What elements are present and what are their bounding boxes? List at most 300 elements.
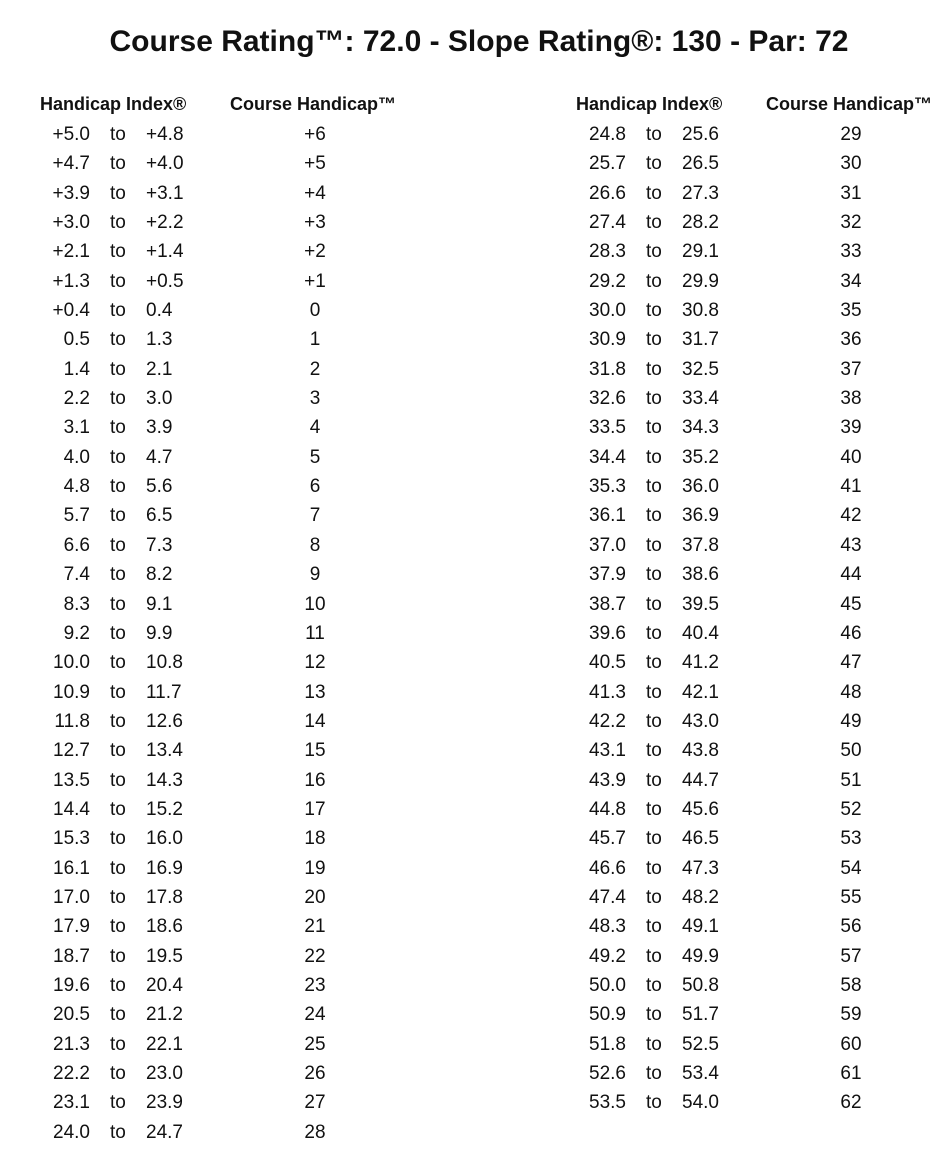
range-from: 7.4: [63, 564, 90, 586]
course-handicap-value: 14: [304, 710, 326, 732]
range-from: 51.8: [589, 1033, 626, 1055]
range-separator: to: [110, 153, 126, 175]
table-row: [40, 355, 440, 384]
range-from: 10.0: [53, 652, 90, 674]
course-handicap-value: +5: [304, 153, 326, 175]
table-row: [40, 766, 440, 795]
range-to: 1.3: [146, 329, 173, 351]
course-handicap-value: 44: [840, 564, 862, 586]
range-separator: to: [110, 1063, 126, 1084]
course-handicap-value: 34: [840, 270, 862, 292]
range-to: 26.5: [682, 153, 719, 175]
course-handicap-value: 38: [840, 388, 862, 410]
range-from: 13.5: [53, 769, 90, 791]
range-separator: to: [646, 446, 662, 468]
range-to: 38.6: [682, 564, 719, 586]
range-from: 41.3: [589, 681, 626, 703]
range-separator: to: [110, 710, 126, 732]
table-rows: [40, 120, 440, 1147]
range-separator: to: [646, 1033, 662, 1055]
range-from: 4.8: [63, 476, 90, 498]
range-to: 36.9: [682, 505, 719, 527]
range-from: 6.6: [63, 534, 90, 556]
table-row: [576, 590, 940, 619]
table-row: [40, 120, 440, 149]
table-row: [40, 1088, 440, 1117]
range-from: +3.9: [52, 182, 90, 204]
range-from: +0.4: [52, 300, 90, 322]
range-separator: to: [646, 124, 662, 145]
table-row: [40, 1000, 440, 1029]
table-row: [576, 619, 940, 648]
range-from: 38.7: [589, 593, 626, 615]
course-handicap-value: 1: [309, 329, 321, 351]
range-from: 5.7: [63, 505, 90, 527]
course-handicap-value: 40: [840, 446, 862, 468]
range-separator: to: [110, 329, 126, 351]
range-from: 49.2: [589, 945, 626, 967]
range-from: 26.6: [589, 182, 626, 204]
range-to: 10.8: [146, 652, 183, 674]
table-row: [40, 854, 440, 883]
table-row: [576, 472, 940, 501]
range-separator: to: [646, 241, 662, 263]
course-handicap-value: +1: [304, 270, 326, 292]
table-row: [40, 912, 440, 941]
range-from: 14.4: [53, 798, 90, 820]
range-to: 35.2: [682, 446, 719, 468]
course-handicap-value: 58: [840, 974, 862, 996]
range-from: 52.6: [589, 1063, 626, 1084]
range-to: 18.6: [146, 916, 183, 938]
table-row: [576, 824, 940, 853]
table-row: [576, 795, 940, 824]
course-handicap-value: 35: [840, 300, 862, 322]
table-header: [40, 92, 440, 118]
range-to: +3.1: [146, 182, 184, 204]
range-from: 48.3: [589, 916, 626, 938]
range-from: 8.3: [63, 593, 90, 615]
range-from: 31.8: [589, 358, 626, 380]
range-to: 43.8: [682, 740, 719, 762]
range-separator: to: [646, 857, 662, 879]
range-from: 24.8: [589, 124, 626, 145]
course-handicap-value: 57: [840, 945, 862, 967]
course-handicap-value: 5: [309, 446, 321, 468]
range-from: 50.0: [589, 974, 626, 996]
table-row: [576, 179, 940, 208]
range-separator: to: [110, 564, 126, 586]
range-to: 16.0: [146, 828, 183, 850]
range-separator: to: [646, 358, 662, 380]
range-to: 2.1: [146, 358, 173, 380]
range-to: 8.2: [146, 564, 173, 586]
range-to: 30.8: [682, 300, 719, 322]
table-row: [40, 208, 440, 237]
range-from: 29.2: [589, 270, 626, 292]
range-to: 37.8: [682, 534, 719, 556]
table-row: [576, 560, 940, 589]
range-from: 46.6: [589, 857, 626, 879]
table-row: [40, 413, 440, 442]
table-row: [576, 531, 940, 560]
range-separator: to: [110, 769, 126, 791]
table-row: [40, 795, 440, 824]
range-from: 3.1: [63, 417, 90, 439]
range-to: +1.4: [146, 241, 184, 263]
range-from: 37.9: [589, 564, 626, 586]
range-to: 9.9: [146, 622, 173, 644]
range-to: 49.9: [682, 945, 719, 967]
range-from: 18.7: [53, 945, 90, 967]
table-row: [40, 707, 440, 736]
table-row: [576, 149, 940, 178]
table-row: [40, 325, 440, 354]
range-from: 33.5: [589, 417, 626, 439]
course-handicap-value: 12: [304, 652, 326, 674]
range-from: +3.0: [52, 212, 90, 234]
range-from: 53.5: [589, 1092, 626, 1114]
range-from: 16.1: [53, 857, 90, 879]
header-course-handicap: Course Handicap™: [766, 94, 933, 114]
table-row: [576, 325, 940, 354]
table-row: [576, 736, 940, 765]
range-to: 43.0: [682, 710, 719, 732]
range-from: 20.5: [53, 1004, 90, 1026]
course-handicap-value: 2: [309, 358, 321, 380]
range-separator: to: [110, 740, 126, 762]
course-handicap-value: 4: [309, 417, 321, 439]
range-to: 11.7: [146, 681, 182, 703]
range-to: 47.3: [682, 857, 719, 879]
course-handicap-value: 36: [840, 329, 862, 351]
range-from: 11.8: [54, 710, 90, 732]
range-to: 13.4: [146, 740, 183, 762]
range-to: 51.7: [682, 1004, 719, 1026]
table-row: [40, 971, 440, 1000]
course-handicap-value: 20: [304, 886, 326, 908]
range-separator: to: [110, 182, 126, 204]
table-row: [40, 179, 440, 208]
range-separator: to: [110, 798, 126, 820]
range-to: 42.1: [682, 681, 719, 703]
course-handicap-value: 55: [840, 886, 862, 908]
course-handicap-value: 25: [304, 1033, 326, 1055]
range-to: 34.3: [682, 417, 719, 439]
range-separator: to: [646, 828, 662, 850]
range-separator: to: [110, 1092, 126, 1114]
range-to: 0.4: [146, 300, 173, 322]
range-separator: to: [646, 710, 662, 732]
range-to: 44.7: [682, 769, 719, 791]
course-handicap-value: 59: [840, 1004, 862, 1026]
table-row: [40, 472, 440, 501]
range-to: 9.1: [146, 593, 173, 615]
range-to: 4.7: [146, 446, 173, 468]
range-from: 27.4: [589, 212, 626, 234]
range-separator: to: [646, 388, 662, 410]
range-separator: to: [110, 652, 126, 674]
range-from: 43.9: [589, 769, 626, 791]
table-row: [40, 824, 440, 853]
table-row: [40, 1059, 440, 1088]
course-handicap-value: 28: [304, 1121, 326, 1143]
range-separator: to: [646, 769, 662, 791]
range-from: 12.7: [53, 740, 90, 762]
range-from: 25.7: [589, 153, 626, 175]
range-separator: to: [110, 857, 126, 879]
range-separator: to: [110, 945, 126, 967]
course-handicap-value: 42: [840, 505, 862, 527]
range-from: 44.8: [589, 798, 626, 820]
range-separator: to: [110, 828, 126, 850]
range-to: 29.1: [682, 241, 719, 263]
course-handicap-value: 39: [840, 417, 862, 439]
course-handicap-value: 50: [840, 740, 862, 762]
course-handicap-value: +6: [304, 124, 326, 145]
range-from: 42.2: [589, 710, 626, 732]
range-to: 41.2: [682, 652, 719, 674]
course-handicap-value: 10: [304, 593, 326, 615]
range-separator: to: [110, 534, 126, 556]
range-to: 21.2: [146, 1004, 183, 1026]
range-from: 36.1: [589, 505, 626, 527]
course-handicap-value: 22: [304, 945, 326, 967]
range-from: 37.0: [589, 534, 626, 556]
range-to: 24.7: [146, 1121, 183, 1143]
table-row: [576, 1000, 940, 1029]
range-separator: to: [110, 1004, 126, 1026]
table-row: [40, 736, 440, 765]
range-to: 15.2: [146, 798, 183, 820]
range-from: +5.0: [52, 124, 90, 145]
range-separator: to: [110, 241, 126, 263]
range-from: 17.0: [53, 886, 90, 908]
course-handicap-value: 54: [840, 857, 862, 879]
header-handicap-index: Handicap Index®: [40, 94, 187, 114]
table-row: [576, 648, 940, 677]
range-separator: to: [646, 564, 662, 586]
table-row: [576, 267, 940, 296]
course-handicap-value: 3: [309, 388, 321, 410]
range-separator: to: [646, 798, 662, 820]
table-row: [40, 590, 440, 619]
range-to: 20.4: [146, 974, 183, 996]
range-separator: to: [110, 622, 126, 644]
range-separator: to: [110, 681, 126, 703]
course-handicap-value: 48: [840, 681, 862, 703]
course-handicap-value: 26: [304, 1063, 326, 1084]
course-handicap-value: 37: [840, 358, 862, 380]
range-separator: to: [646, 1092, 662, 1114]
course-handicap-value: 24: [304, 1004, 326, 1026]
course-handicap-value: 27: [304, 1092, 326, 1114]
course-handicap-value: 47: [840, 652, 862, 674]
range-to: +0.5: [146, 270, 184, 292]
table-row: [40, 237, 440, 266]
range-from: 28.3: [589, 241, 626, 263]
range-to: 54.0: [682, 1092, 719, 1114]
range-to: 39.5: [682, 593, 719, 615]
range-separator: to: [646, 182, 662, 204]
course-handicap-value: 18: [304, 828, 326, 850]
table-row: [40, 883, 440, 912]
range-from: 9.2: [63, 622, 90, 644]
range-from: +4.7: [52, 153, 90, 175]
range-from: 1.4: [63, 358, 90, 380]
range-from: 23.1: [53, 1092, 90, 1114]
range-to: 46.5: [682, 828, 719, 850]
range-separator: to: [110, 1121, 126, 1143]
table-row: [576, 501, 940, 530]
table-row: [576, 971, 940, 1000]
range-to: +4.0: [146, 153, 184, 175]
range-to: 3.0: [146, 388, 173, 410]
table-row: [576, 384, 940, 413]
range-separator: to: [646, 153, 662, 175]
range-from: 15.3: [53, 828, 90, 850]
table-row: [40, 942, 440, 971]
range-to: 40.4: [682, 622, 719, 644]
course-handicap-value: 61: [840, 1063, 862, 1084]
range-to: 45.6: [682, 798, 719, 820]
course-handicap-value: 32: [840, 212, 862, 234]
table-row: [40, 648, 440, 677]
range-from: 22.2: [53, 1063, 90, 1084]
course-handicap-value: 29: [840, 124, 862, 145]
range-separator: to: [110, 358, 126, 380]
range-to: 23.9: [146, 1092, 183, 1114]
range-separator: to: [110, 1033, 126, 1055]
range-to: 14.3: [146, 769, 183, 791]
table-row: [576, 1030, 940, 1059]
course-handicap-value: 21: [304, 916, 326, 938]
range-separator: to: [646, 681, 662, 703]
range-to: 19.5: [146, 945, 183, 967]
range-from: 50.9: [589, 1004, 626, 1026]
range-to: 48.2: [682, 886, 719, 908]
range-separator: to: [646, 1063, 662, 1084]
range-separator: to: [110, 886, 126, 908]
range-to: 49.1: [682, 916, 719, 938]
range-separator: to: [110, 916, 126, 938]
table-row: [40, 678, 440, 707]
range-separator: to: [110, 505, 126, 527]
table-row: [40, 296, 440, 325]
range-to: 27.3: [682, 182, 719, 204]
table-row: [576, 707, 940, 736]
range-to: 3.9: [146, 417, 173, 439]
course-handicap-value: 17: [304, 798, 326, 820]
course-handicap-value: 49: [840, 710, 862, 732]
table-row: [576, 237, 940, 266]
range-separator: to: [110, 270, 126, 292]
course-handicap-value: 52: [840, 798, 862, 820]
range-to: 7.3: [146, 534, 173, 556]
table-row: [576, 208, 940, 237]
range-to: 33.4: [682, 388, 719, 410]
table-row: [576, 296, 940, 325]
range-to: 50.8: [682, 974, 719, 996]
range-separator: to: [110, 476, 126, 498]
range-to: 23.0: [146, 1063, 183, 1084]
table-row: [576, 413, 940, 442]
range-from: 0.5: [63, 329, 90, 351]
range-separator: to: [646, 740, 662, 762]
range-to: 32.5: [682, 358, 719, 380]
table-row: [576, 120, 940, 149]
table-row: [576, 854, 940, 883]
course-handicap-value: 56: [840, 916, 862, 938]
range-from: 32.6: [589, 388, 626, 410]
range-separator: to: [646, 212, 662, 234]
table-row: [576, 443, 940, 472]
course-handicap-value: 6: [309, 476, 321, 498]
range-separator: to: [646, 476, 662, 498]
range-from: 24.0: [53, 1121, 90, 1143]
range-from: 2.2: [63, 388, 90, 410]
range-to: +2.2: [146, 212, 184, 234]
course-handicap-value: 15: [304, 740, 326, 762]
range-from: 45.7: [589, 828, 626, 850]
range-from: 34.4: [589, 446, 626, 468]
range-from: +1.3: [52, 270, 90, 292]
range-to: 16.9: [146, 857, 183, 879]
range-from: 43.1: [589, 740, 626, 762]
table-header: [576, 92, 940, 118]
range-separator: to: [646, 886, 662, 908]
range-separator: to: [110, 388, 126, 410]
table-row: [576, 1059, 940, 1088]
table-row: [576, 766, 940, 795]
course-handicap-value: 62: [840, 1092, 862, 1114]
range-separator: to: [646, 974, 662, 996]
range-from: 30.9: [589, 329, 626, 351]
table-row: [40, 1118, 440, 1147]
range-to: 12.6: [146, 710, 183, 732]
range-from: 21.3: [53, 1033, 90, 1055]
table-row: [576, 678, 940, 707]
course-handicap-value: 13: [304, 681, 326, 703]
range-from: 19.6: [53, 974, 90, 996]
range-to: 25.6: [682, 124, 719, 145]
range-to: 6.5: [146, 505, 173, 527]
course-handicap-value: 51: [840, 769, 862, 791]
handicap-table-right: [576, 92, 940, 1114]
course-handicap-value: 30: [840, 153, 862, 175]
range-separator: to: [110, 417, 126, 439]
range-from: 47.4: [589, 886, 626, 908]
course-handicap-value: 0: [309, 300, 321, 322]
course-handicap-value: 19: [304, 857, 326, 879]
table-row: [40, 619, 440, 648]
course-handicap-value: 9: [309, 564, 321, 586]
range-to: 17.8: [146, 886, 183, 908]
table-row: [40, 1030, 440, 1059]
page-title: Course Rating™: 72.0 - Slope Rating®: 130 - Par: 72: [109, 25, 849, 58]
range-separator: to: [646, 534, 662, 556]
range-to: +4.8: [146, 124, 184, 145]
course-handicap-value: 8: [309, 534, 321, 556]
range-to: 52.5: [682, 1033, 719, 1055]
course-handicap-value: 7: [309, 505, 321, 527]
range-to: 22.1: [146, 1033, 183, 1055]
course-handicap-value: 41: [840, 476, 862, 498]
range-from: 17.9: [53, 916, 90, 938]
course-handicap-value: 46: [840, 622, 862, 644]
range-from: 30.0: [589, 300, 626, 322]
table-row: [40, 501, 440, 530]
